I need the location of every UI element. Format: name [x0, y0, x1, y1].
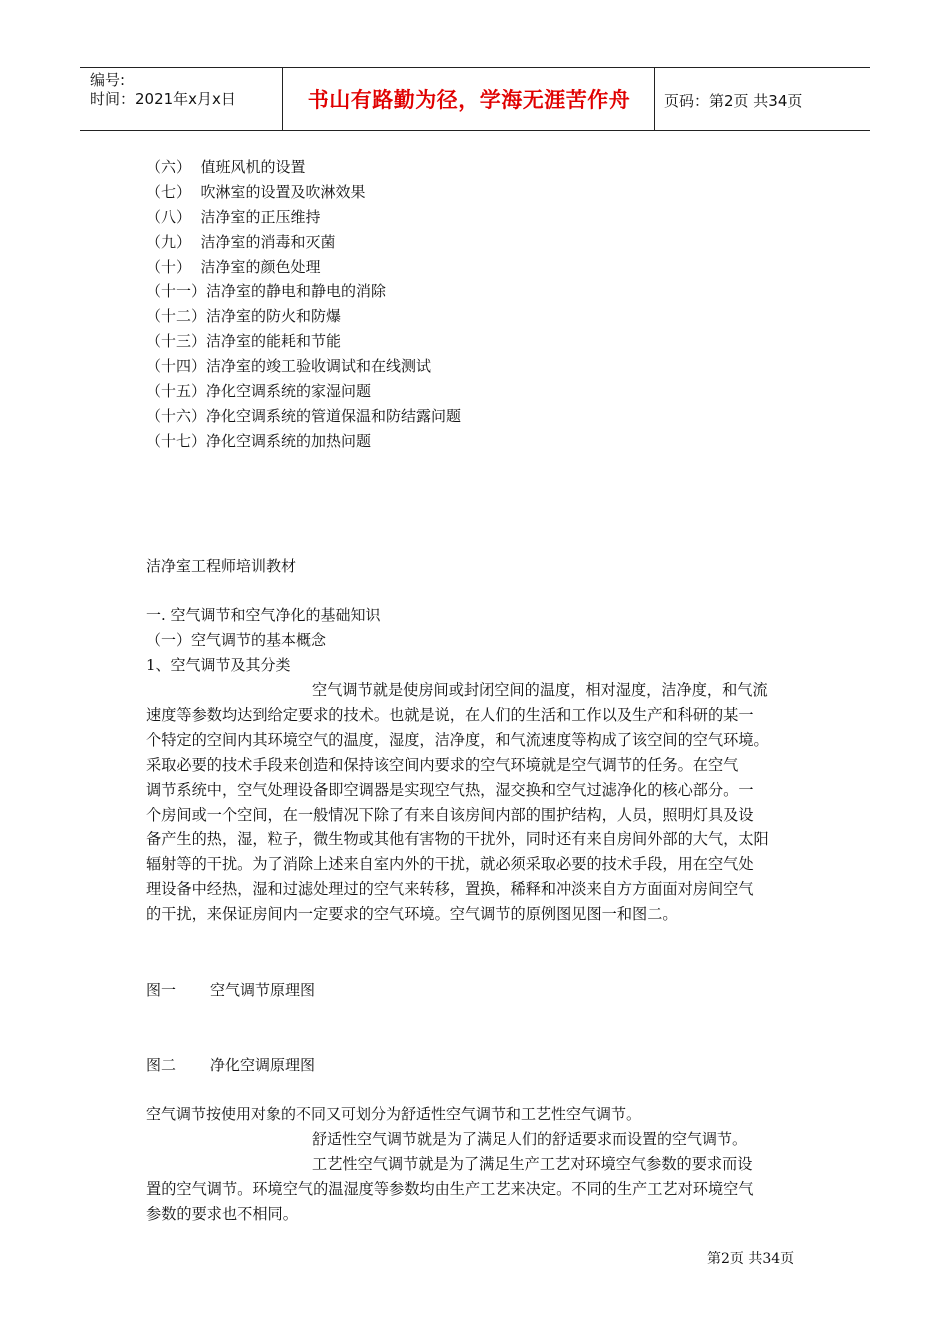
- toc-item: （六） 值班风机的设置: [146, 158, 306, 176]
- toc-item: （十五）净化空调系统的家湿问题: [146, 382, 372, 401]
- date-label: 时间：2021年x月x日: [90, 90, 236, 108]
- paragraph-line: 置的空气调节。环境空气的温湿度等参数均由生产工艺来决定。不同的生产工艺对环境空气: [146, 1179, 754, 1198]
- section-heading: 一. 空气调节和空气净化的基础知识: [146, 606, 381, 624]
- paragraph-line: 个特定的空间内其环境空气的温度，湿度，洁净度，和气流速度等构成了该空间的空气环境。: [146, 730, 769, 749]
- toc-item: （十四）洁净室的竣工验收调试和在线测试: [146, 357, 432, 376]
- page-label: 页码：第2页 共34页: [664, 92, 803, 110]
- figure-2-caption: [146, 1054, 315, 1075]
- paragraph-air-conditioning: [146, 678, 808, 927]
- figure-title: 空气调节原理图: [210, 981, 316, 999]
- toc-item: （十六）净化空调系统的管道保温和防结露问题: [146, 406, 462, 425]
- document-title: 洁净室工程师培训教材: [146, 557, 297, 575]
- toc-item: （十三）洁净室的能耗和节能: [146, 332, 342, 351]
- header-motto: 书山有路勤为径，学海无涯苦作舟: [307, 88, 631, 112]
- paragraph-line: 调节系统中，空气处理设备即空调器是实现空气热，湿交换和空气过滤净化的核心部分。一: [146, 780, 754, 799]
- table-of-contents: [146, 155, 461, 454]
- item-heading: 1、空气调节及其分类: [146, 656, 291, 674]
- figure-1-caption: [146, 979, 315, 1000]
- header-divider: [282, 68, 283, 130]
- figure-number: 图二: [146, 1056, 177, 1074]
- paragraph-line: 采取必要的技术手段来创造和保持该空间内要求的空气环境就是空气调节的任务。在空气: [146, 755, 739, 774]
- paragraph-line: 理设备中经热，湿和过滤处理过的空气来转移，置换，稀释和冲淡来自方方面面对房间空气: [146, 880, 754, 899]
- toc-item: （十二）洁净室的防火和防爆: [146, 307, 342, 326]
- paragraph-line: 个房间或一个空间，在一般情况下除了有来自该房间内部的围护结构，人员，照明灯具及设: [146, 805, 754, 824]
- paragraph-line: 速度等参数均达到给定要求的技术。也就是说，在人们的生活和工作以及生产和科研的某一: [146, 705, 754, 724]
- paragraph-process-ac: [146, 1152, 808, 1227]
- classification-text: 空气调节按使用对象的不同又可划分为舒适性空气调节和工艺性空气调节。: [146, 1105, 642, 1123]
- comfort-ac-text: 舒适性空气调节就是为了满足人们的舒适要求而设置的空气调节。: [312, 1130, 748, 1148]
- paragraph-line: 辐射等的干扰。为了消除上述来自室内外的干扰，就必须采取必要的技术手段，用在空气处: [146, 855, 754, 874]
- figure-number: 图一: [146, 981, 177, 999]
- paragraph-line: 参数的要求也不相同。: [146, 1204, 298, 1223]
- number-label: 编号:: [90, 71, 126, 89]
- header-divider: [654, 68, 655, 130]
- paragraph-line: 工艺性空气调节就是为了满足生产工艺对环境空气参数的要求而设: [312, 1155, 753, 1173]
- subsection-heading: （一）空气调节的基本概念: [146, 631, 327, 649]
- toc-item: （十一）洁净室的静电和静电的消除: [146, 282, 387, 301]
- toc-item: （十） 洁净室的颜色处理: [146, 257, 321, 276]
- page-header: [80, 67, 870, 131]
- header-meta: [90, 71, 236, 109]
- toc-item: （七） 吹淋室的设置及吹淋效果: [146, 182, 366, 201]
- paragraph-line: 备产生的热，湿，粒子，微生物或其他有害物的干扰外，同时还有来自房间外部的大气，太阳: [146, 830, 769, 849]
- paragraph-line: 的干扰，来保证房间内一定要求的空气环境。空气调节的原例图见图一和图二。: [146, 905, 678, 924]
- figure-title: 净化空调原理图: [210, 1056, 316, 1074]
- toc-item: （九） 洁净室的消毒和灭菌: [146, 232, 336, 251]
- page-footer: 第2页 共34页: [707, 1251, 795, 1267]
- paragraph-line: 空气调节就是使房间或封闭空间的温度，相对湿度，洁净度，和气流: [312, 681, 768, 699]
- toc-item: （八） 洁净室的正压维持: [146, 207, 321, 226]
- toc-item: （十七）净化空调系统的加热问题: [146, 431, 372, 450]
